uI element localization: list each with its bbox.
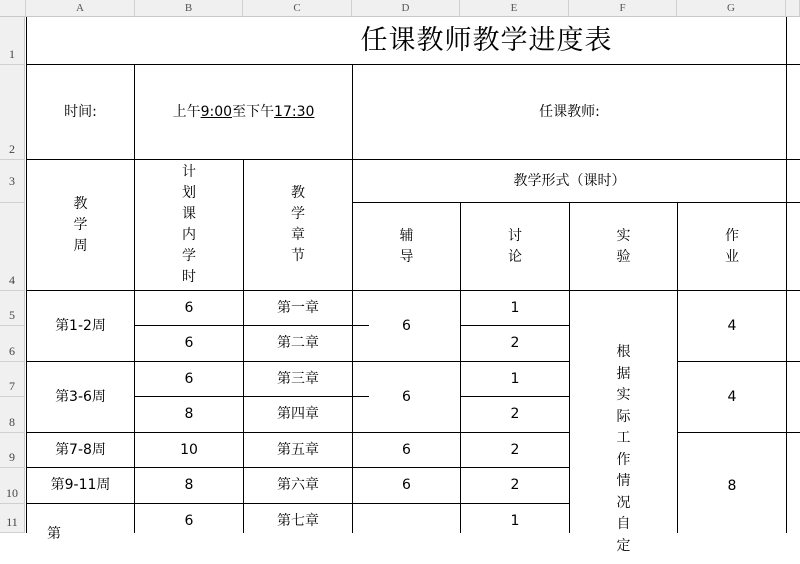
planned-hours-cell: 8 [184, 406, 194, 422]
discussion-cell: 2 [510, 406, 520, 422]
page-title: 任课教师教学进度表 [360, 25, 613, 56]
planned-hours-cell: 6 [184, 299, 194, 316]
chapter-cell: 第五章 [277, 441, 319, 458]
column-header-d[interactable]: D [352, 0, 460, 17]
header-chapter: 教学章节 [291, 185, 305, 264]
planned-hours-cell: 8 [184, 477, 194, 493]
week-cell: 第7-8周 [55, 441, 106, 458]
chapter-cell: 第二章 [277, 335, 319, 351]
header-discussion: 讨论 [508, 227, 522, 265]
row-header-7[interactable]: 7 [0, 362, 25, 397]
corner-cell[interactable] [0, 0, 26, 17]
time-prefix: 上午 [172, 103, 201, 120]
planned-hours-cell: 10 [180, 441, 198, 458]
discussion-cell: 2 [510, 441, 520, 458]
chapter-cell: 第六章 [277, 477, 319, 493]
homework-cell: 4 [727, 317, 737, 334]
tutoring-cell: 6 [402, 317, 411, 334]
header-teaching-form: 教学形式（课时） [513, 172, 626, 189]
header-homework: 作业 [725, 227, 739, 265]
week-cell: 第9-11周 [50, 477, 111, 493]
discussion-cell: 2 [510, 477, 520, 493]
row-header-2[interactable]: 2 [0, 65, 25, 160]
planned-hours-cell: 6 [184, 335, 194, 351]
chapter-cell: 第四章 [277, 406, 319, 422]
grid-line [786, 17, 787, 533]
tutoring-cell: 6 [402, 477, 411, 493]
row-header-3[interactable]: 3 [0, 160, 25, 203]
week-cell: 第1-2周 [55, 317, 106, 334]
row-header-5[interactable]: 5 [0, 291, 25, 326]
week-cell: 第3-6周 [55, 388, 106, 405]
time-mid: 至下午 [232, 103, 275, 120]
chapter-cell: 第七章 [277, 512, 319, 529]
column-header-g[interactable]: G [677, 0, 786, 17]
header-week: 教学周 [73, 195, 88, 254]
header-planned-hours: 计划课内学时 [182, 164, 196, 285]
tutoring-cell: 6 [402, 388, 411, 405]
discussion-cell: 1 [510, 370, 520, 387]
header-tutoring: 辅导 [399, 227, 414, 265]
column-header-b[interactable]: B [135, 0, 243, 17]
tutoring-cell: 6 [402, 441, 411, 458]
teacher-label: 任课教师: [539, 103, 600, 120]
discussion-cell: 1 [510, 299, 520, 316]
homework-cell: 4 [727, 388, 737, 405]
row-header-10[interactable]: 10 [0, 468, 25, 504]
discussion-cell: 1 [510, 512, 520, 529]
column-header-c[interactable]: C [243, 0, 352, 17]
time-value [135, 65, 352, 159]
column-header-f[interactable]: F [569, 0, 677, 17]
planned-hours-cell: 6 [184, 370, 194, 387]
week-cell: 第 [47, 525, 61, 542]
row-header-9[interactable]: 9 [0, 433, 25, 468]
column-header-a[interactable]: A [26, 0, 135, 17]
row-header-4[interactable]: 4 [0, 203, 25, 291]
homework-cell: 8 [727, 477, 737, 494]
time-end: 17:30 [274, 103, 315, 120]
discussion-cell: 2 [510, 335, 520, 351]
row-header-6[interactable]: 6 [0, 326, 25, 362]
time-label: 时间: [64, 103, 97, 120]
chapter-cell: 第三章 [277, 370, 319, 387]
row-header-11[interactable]: 11 [0, 504, 25, 533]
column-header-h[interactable] [786, 0, 800, 17]
planned-hours-cell: 6 [184, 512, 194, 529]
experiment-note: 根据实际工作情况自定 [616, 344, 631, 554]
row-header-1[interactable]: 1 [0, 17, 25, 65]
header-experiment: 实验 [616, 227, 631, 265]
time-start: 9:00 [200, 103, 233, 120]
chapter-cell: 第一章 [277, 299, 319, 316]
column-header-e[interactable]: E [460, 0, 569, 17]
row-header-8[interactable]: 8 [0, 397, 25, 433]
